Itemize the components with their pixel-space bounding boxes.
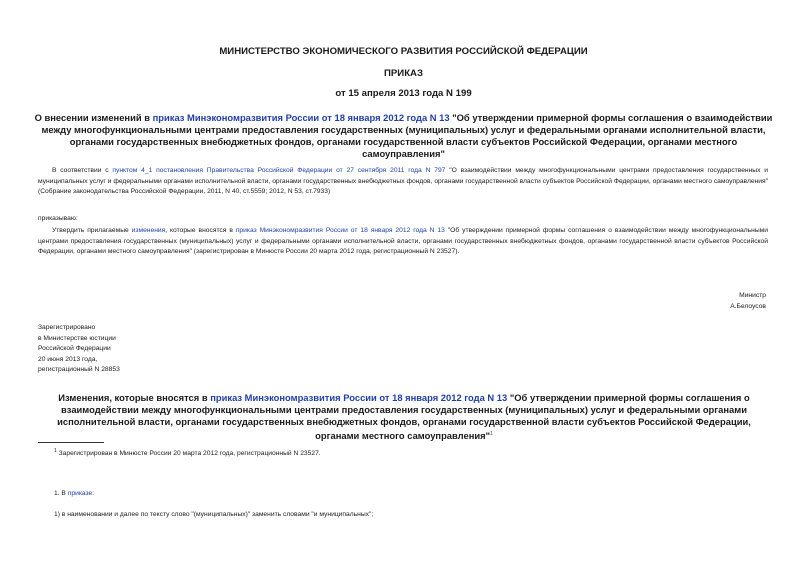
item1-order-link[interactable]: приказе [67,490,93,497]
registration-line: регистрационный N 28853 [38,366,120,373]
order-label: ПРИКАЗ [384,68,423,79]
approve-paragraph [38,226,768,258]
ministry-heading: МИНИСТЕРСТВО ЭКОНОМИЧЕСКОГО РАЗВИТИЯ РОССИЙСКОЙ ФЕДЕРАЦИИ [219,46,588,57]
preamble-prefix: В соответствии с [52,167,113,174]
changes-order-link[interactable]: приказ Минэкономразвития России от 18 января 2012 года N 13 [210,392,508,403]
item-1 [54,490,94,497]
footnote-text: Зарегистрирован в Минюсте России 20 марта 2012 года, регистрационный N 23527. [58,450,321,458]
title-order-link[interactable]: приказ Минэкономразвития России от 18 января 2012 года N 13 [152,112,450,123]
footnote-reference[interactable]: 1 [490,431,493,437]
signature-name: А.Белоусов [730,302,766,310]
registration-line: Зарегистрировано [38,324,96,331]
preamble-suffix: "О взаимодействии между многофункциональными центрами предоставления государственных и муниципальных услуг и федеральными органами исполнительной власти, органами государственных внебюджетных фондов, органами государственной власти субъектов Российской Федерации, органами местного самоуправления" (Собрание законодательства Российской Федерации, 2011, N 40, ст.5559; 2012, N 53, ст.7933) [38,167,769,195]
approve-part2: , которые вносятся в [165,227,236,234]
approve-order-link[interactable]: приказ Минэкономразвития России от 18 января 2012 года N 13 [235,227,445,234]
approve-part3: "Об утверждении примерной формы соглашения о взаимодействии между многофункциональными центрами предоставления государственных (муниципальных) услуг и федеральными органами исполнительной власти, органами государственных внебюджетных фондов, органами государственной власти субъектов Российской Федерации, органами местного самоуправления" (зарегистрирован в Минюсте России 20 марта 2012 года, регистрационный N 23527). [38,227,768,255]
order-date: от 15 апреля 2013 года N 199 [335,88,472,99]
footnote [54,446,321,459]
changes-link[interactable]: изменения [131,227,166,234]
item1-prefix: 1. В [54,490,68,497]
order-title [30,112,777,160]
footnote-mark: 1 [54,448,57,454]
title-suffix: "Об утверждении примерной формы соглашения о взаимодействии между многофункциональными центрами предоставления государственных (муниципальных) услуг и федеральными органами исполнительной власти, органами государственных внебюджетных фондов, органами государственной власти субъектов Российской Федерации, органами местного самоуправления" [41,112,773,159]
registration-block [38,323,120,376]
registration-line: 20 июня 2013 года, [38,355,98,363]
item-1-1: 1) в наименовании и далее по тексту слово "(муниципальных)" заменить словами "и муниципальных"; [54,511,374,518]
changes-prefix: Изменения, которые вносятся в [58,392,211,403]
signature-position: Министр [739,292,766,299]
item1-suffix: : [92,490,95,497]
ordered-label: приказываю: [38,215,78,222]
signature-block [730,291,766,312]
changes-suffix: "Об утверждении примерной формы соглашения о взаимодействии между многофункциональными центрами предоставления государственных (муниципальных) услуг и федеральными органами исполнительной власти, органами государственных внебюджетных фондов, органами государственной власти субъектов Российской Федерации, органами местного самоуправления" [57,392,751,442]
title-prefix: О внесении изменений в [34,112,153,123]
registration-line: Российской Федерации [38,345,111,352]
footnote-divider [38,442,104,443]
approve-part1: Утвердить прилагаемые [52,227,132,234]
preamble-paragraph [38,166,768,198]
changes-title [38,392,770,442]
preamble-decree-link[interactable]: пунктом 4_1 постановления Правительства Российской Федерации от 27 сентября 2011 года N 797 [112,167,446,174]
registration-line: в Министерстве юстиции [38,334,116,342]
